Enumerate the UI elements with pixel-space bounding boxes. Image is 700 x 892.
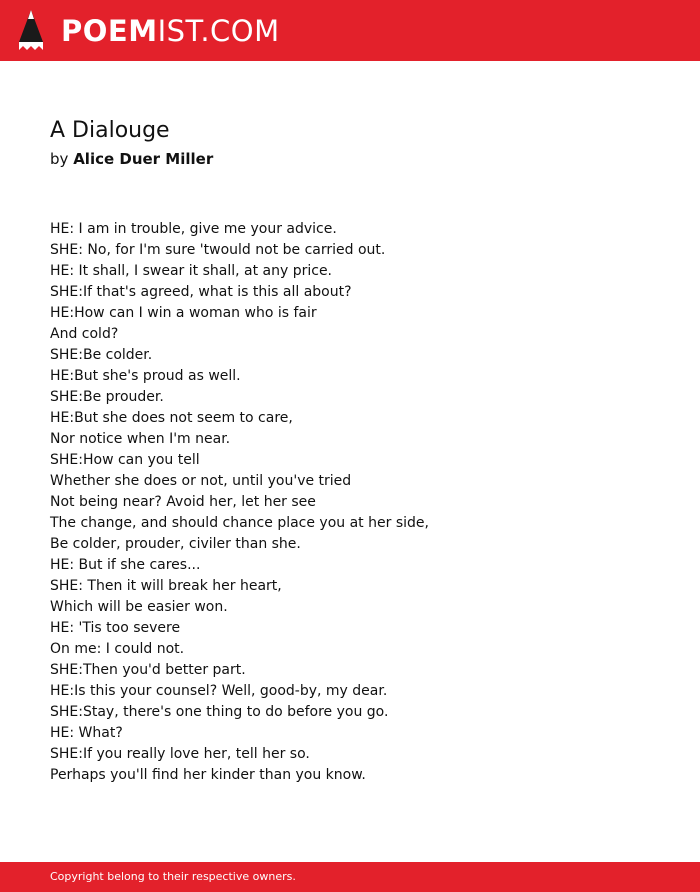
logo-text-light: IST.COM (157, 14, 280, 48)
poem-line: SHE:Be prouder. (50, 389, 164, 405)
poem-line: SHE:Then you'd better part. (50, 662, 246, 678)
poem-author: Alice Duer Miller (73, 150, 214, 168)
poem-line: HE: 'Tis too severe (50, 620, 181, 636)
poem-line: SHE:How can you tell (50, 452, 200, 468)
poem-line: Whether she does or not, until you've tried (50, 473, 352, 489)
poem-line: SHE:If that's agreed, what is this all about? (50, 284, 352, 300)
poem-body (50, 219, 670, 786)
poem-line: HE:But she does not seem to care, (50, 410, 293, 426)
poem-line: HE: I am in trouble, give me your advice. (50, 221, 337, 237)
poem-line: On me: I could not. (50, 641, 185, 657)
pencil-tip-icon[interactable] (18, 10, 44, 52)
poem-line: HE: What? (50, 725, 123, 741)
poem-byline (50, 149, 213, 169)
poem-line: Perhaps you'll find her kinder than you know. (50, 767, 366, 783)
poem-line: HE:How can I win a woman who is fair (50, 305, 317, 321)
poem-line: The change, and should chance place you at her side, (50, 515, 429, 531)
poem-line: HE: But if she cares... (50, 557, 201, 573)
logo-text-bold: POEM (61, 14, 158, 48)
poem-line: SHE: No, for I'm sure 'twould not be carried out. (50, 242, 386, 258)
poem-line: SHE:Stay, there's one thing to do before you go. (50, 704, 389, 720)
poem-line: HE:But she's proud as well. (50, 368, 241, 384)
site-footer (0, 862, 700, 892)
poem-line: And cold? (50, 326, 119, 342)
copyright-notice: Copyright belong to their respective owners. (50, 870, 296, 883)
poem-line: SHE:Be colder. (50, 347, 153, 363)
poem-title: A Dialouge (50, 118, 170, 143)
site-logo-wordmark[interactable] (61, 13, 280, 49)
poem-line: HE:Is this your counsel? Well, good-by, my dear. (50, 683, 388, 699)
by-label: by (50, 150, 69, 168)
site-header (0, 0, 700, 61)
poem-line: SHE: Then it will break her heart, (50, 578, 282, 594)
poem-line: Not being near? Avoid her, let her see (50, 494, 316, 510)
poem-line: HE: It shall, I swear it shall, at any price. (50, 263, 333, 279)
poem-line: Be colder, prouder, civiler than she. (50, 536, 301, 552)
poem-line: Nor notice when I'm near. (50, 431, 231, 447)
poem-line: SHE:If you really love her, tell her so. (50, 746, 310, 762)
poem-line: Which will be easier won. (50, 599, 228, 615)
